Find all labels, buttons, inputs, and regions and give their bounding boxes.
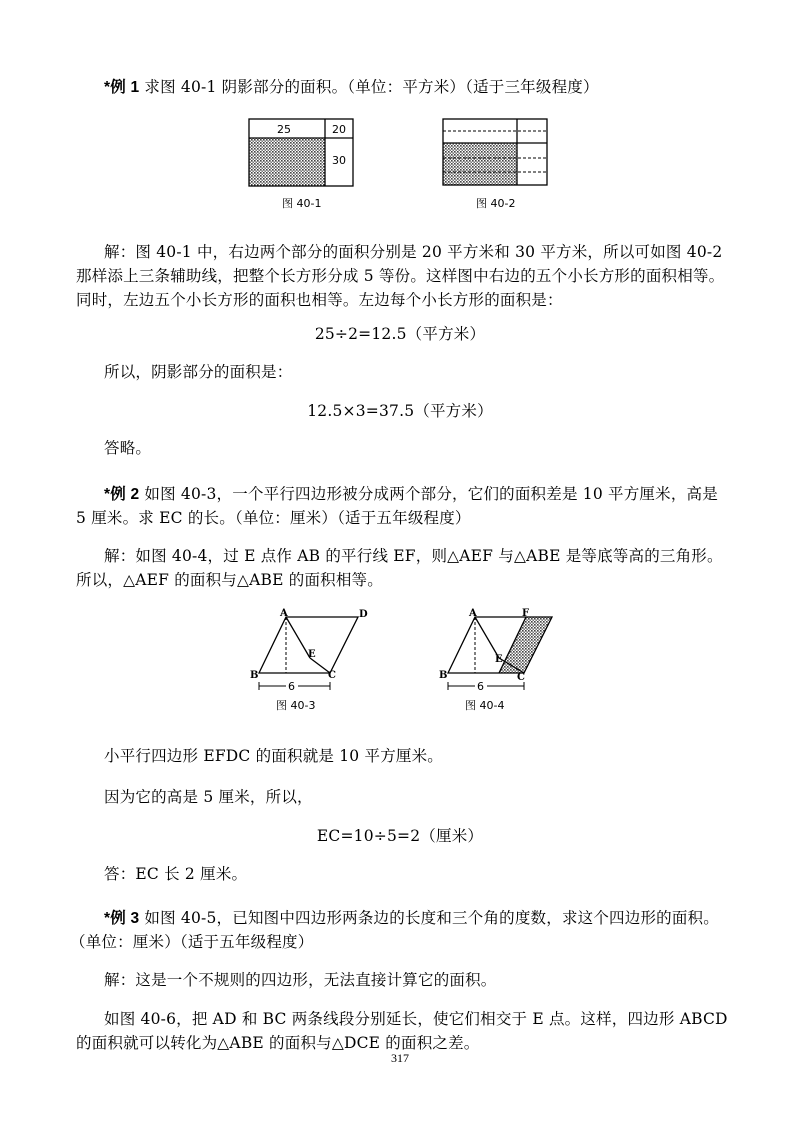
segment-ae (475, 617, 499, 658)
equation-1: 25÷2=12.5（平方米） (314, 325, 486, 343)
figure-40-2-caption: 图 40-2 (476, 197, 516, 210)
answer-2: 答：EC 长 2 厘米。 (104, 865, 248, 883)
example-2-heading (104, 482, 718, 504)
solution-2-line-4: 因为它的高是 5 厘米，所以， (104, 788, 313, 806)
base-length: 6 (477, 680, 484, 693)
example-3-label: *例 3 (104, 910, 140, 927)
example-3-heading (104, 906, 719, 928)
solution-3-line-2: 如图 40-6，把 AD 和 BC 两条线段分别延长，使它们相交于 E 点。这样，四边形 ABCD (104, 1010, 728, 1028)
point-f: F (522, 608, 530, 619)
point-b: B (439, 670, 448, 681)
shaded-region (249, 138, 325, 186)
solution-2-line-2: 所以，△AEF 的面积与△ABE 的面积相等。 (76, 571, 383, 589)
answer-1: 答略。 (104, 439, 152, 457)
solution-2-line-3: 小平行四边形 EFDC 的面积就是 10 平方厘米。 (104, 747, 443, 765)
example-2-line-2: 5 厘米。求 EC 的长。（单位：厘米）（适于五年级程度） (76, 509, 471, 527)
point-c: C (517, 672, 525, 683)
point-d: D (359, 609, 368, 620)
equation-3: EC=10÷5=2（厘米） (316, 827, 484, 845)
point-e: E (495, 654, 503, 665)
solution-1-line-3: 同时，左边五个小长方形的面积也相等。左边每个小长方形的面积是： (76, 291, 563, 309)
segment-ec (310, 658, 330, 673)
shaded-region (443, 143, 517, 185)
example-2-label: *例 2 (104, 486, 140, 503)
page-number: 317 (391, 1051, 409, 1065)
label-20: 20 (332, 123, 346, 136)
example-2-line-1: 如图 40-3，一个平行四边形被分成两个部分，它们的面积差是 10 平方厘米，高是 (144, 485, 718, 503)
point-a: A (280, 608, 288, 619)
solution-3-line-3: 的面积就可以转化为△ABE 的面积与△DCE 的面积之差。 (76, 1034, 480, 1052)
example-1-title: 求图 40-1 阴影部分的面积。（单位：平方米）（适于三年级程度） (144, 78, 599, 96)
label-30: 30 (332, 154, 346, 167)
figure-40-4 (435, 606, 565, 716)
solution-3-line-1: 解：这是一个不规则的四边形，无法直接计算它的面积。 (104, 971, 497, 989)
solution-1-line-2: 那样添上三条辅助线，把整个长方形分成 5 等份。这样图中右边的五个小长方形的面积相等。 (76, 267, 725, 285)
equation-2: 12.5×3=37.5（平方米） (307, 402, 493, 420)
figure-40-3-caption: 图 40-3 (276, 699, 316, 712)
solution-1-line-1: 解：图 40-1 中，右边两个部分的面积分别是 20 平方米和 30 平方米，所以可如图 40-2 (104, 243, 723, 261)
figure-40-4-caption: 图 40-4 (465, 699, 505, 712)
shaded-parallelogram-efdc (499, 617, 552, 673)
figure-40-2 (442, 118, 552, 213)
solution-2-line-1: 解：如图 40-4，过 E 点作 AB 的平行线 EF，则△AEF 与△ABE 是等底等高的三角形。 (104, 547, 723, 565)
label-25: 25 (277, 123, 291, 136)
figure-40-1 (248, 118, 358, 213)
parallelogram-abcd (259, 617, 358, 673)
point-c: C (328, 670, 336, 681)
point-e: E (308, 649, 316, 660)
point-a: A (469, 608, 477, 619)
example-1-label: *例 1 (104, 79, 140, 96)
base-length: 6 (288, 680, 295, 693)
solution-1-line-4: 所以，阴影部分的面积是： (104, 363, 293, 381)
figure-40-3 (246, 606, 376, 716)
point-b: B (250, 670, 259, 681)
segment-ae (286, 617, 310, 658)
figure-40-1-caption: 图 40-1 (282, 197, 322, 210)
example-3-line-1: 如图 40-5，已知图中四边形两条边的长度和三个角的度数，求这个四边形的面积。 (144, 909, 719, 927)
example-1-heading (104, 75, 599, 97)
example-3-line-2: （单位：厘米）（适于五年级程度） (70, 933, 314, 951)
